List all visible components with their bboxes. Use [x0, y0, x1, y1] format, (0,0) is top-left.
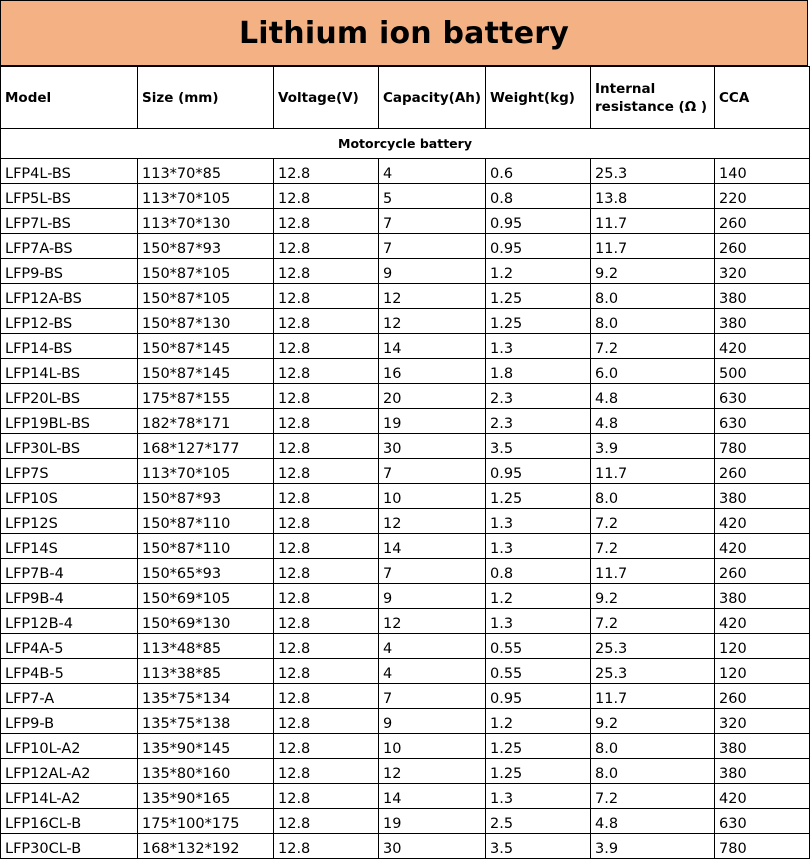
cell-size: 175*87*155	[138, 384, 274, 409]
cell-weight: 0.95	[486, 459, 591, 484]
cell-weight: 2.5	[486, 809, 591, 834]
cell-cca: 320	[715, 259, 810, 284]
cell-capacity: 7	[379, 684, 486, 709]
cell-weight: 2.3	[486, 409, 591, 434]
cell-model: LFP9-B	[1, 709, 138, 734]
cell-model: LFP14L-A2	[1, 784, 138, 809]
table-row	[1, 284, 810, 309]
cell-model: LFP10S	[1, 484, 138, 509]
table-row	[1, 484, 810, 509]
cell-cca: 420	[715, 334, 810, 359]
cell-size: 150*87*93	[138, 234, 274, 259]
cell-weight: 0.55	[486, 659, 591, 684]
cell-size: 113*70*85	[138, 159, 274, 184]
cell-cca: 260	[715, 559, 810, 584]
cell-model: LFP19BL-BS	[1, 409, 138, 434]
cell-voltage: 12.8	[274, 184, 379, 209]
table-row	[1, 534, 810, 559]
cell-capacity: 30	[379, 434, 486, 459]
cell-voltage: 12.8	[274, 284, 379, 309]
cell-capacity: 14	[379, 334, 486, 359]
cell-internal-resistance: 11.7	[591, 209, 715, 234]
cell-capacity: 4	[379, 634, 486, 659]
cell-model: LFP9-BS	[1, 259, 138, 284]
cell-weight: 2.3	[486, 384, 591, 409]
cell-size: 135*80*160	[138, 759, 274, 784]
cell-weight: 1.25	[486, 759, 591, 784]
cell-model: LFP5L-BS	[1, 184, 138, 209]
title-bar	[0, 0, 808, 66]
column-header-internal-resistance: Internal resistance (Ω )	[591, 67, 715, 129]
cell-weight: 3.5	[486, 834, 591, 859]
cell-cca: 630	[715, 409, 810, 434]
cell-capacity: 9	[379, 709, 486, 734]
column-header-cca: CCA	[715, 67, 810, 129]
cell-capacity: 9	[379, 259, 486, 284]
table-row	[1, 359, 810, 384]
cell-size: 150*87*145	[138, 359, 274, 384]
cell-voltage: 12.8	[274, 334, 379, 359]
cell-cca: 120	[715, 659, 810, 684]
cell-weight: 0.55	[486, 634, 591, 659]
cell-model: LFP9B-4	[1, 584, 138, 609]
cell-model: LFP4A-5	[1, 634, 138, 659]
cell-capacity: 4	[379, 159, 486, 184]
cell-internal-resistance: 4.8	[591, 409, 715, 434]
cell-model: LFP7A-BS	[1, 234, 138, 259]
cell-voltage: 12.8	[274, 459, 379, 484]
cell-model: LFP7L-BS	[1, 209, 138, 234]
column-header-size: Size (mm)	[138, 67, 274, 129]
cell-model: LFP14S	[1, 534, 138, 559]
cell-cca: 120	[715, 634, 810, 659]
cell-voltage: 12.8	[274, 559, 379, 584]
cell-size: 150*69*105	[138, 584, 274, 609]
cell-model: LFP4B-5	[1, 659, 138, 684]
cell-cca: 630	[715, 384, 810, 409]
cell-size: 182*78*171	[138, 409, 274, 434]
cell-capacity: 19	[379, 809, 486, 834]
cell-model: LFP12AL-A2	[1, 759, 138, 784]
table-row	[1, 709, 810, 734]
cell-voltage: 12.8	[274, 734, 379, 759]
table-row	[1, 759, 810, 784]
cell-size: 150*87*105	[138, 259, 274, 284]
cell-capacity: 9	[379, 584, 486, 609]
header-row	[1, 67, 810, 129]
cell-capacity: 20	[379, 384, 486, 409]
cell-weight: 1.3	[486, 609, 591, 634]
cell-cca: 380	[715, 484, 810, 509]
table-row	[1, 559, 810, 584]
cell-size: 168*132*192	[138, 834, 274, 859]
cell-voltage: 12.8	[274, 709, 379, 734]
column-header-capacity: Capacity(Ah)	[379, 67, 486, 129]
cell-internal-resistance: 8.0	[591, 484, 715, 509]
cell-model: LFP30CL-B	[1, 834, 138, 859]
cell-voltage: 12.8	[274, 384, 379, 409]
cell-size: 113*70*105	[138, 459, 274, 484]
cell-capacity: 30	[379, 834, 486, 859]
cell-internal-resistance: 7.2	[591, 784, 715, 809]
cell-model: LFP12-BS	[1, 309, 138, 334]
cell-voltage: 12.8	[274, 159, 379, 184]
cell-cca: 500	[715, 359, 810, 384]
cell-weight: 0.95	[486, 209, 591, 234]
table-row	[1, 684, 810, 709]
cell-size: 135*90*145	[138, 734, 274, 759]
table-row	[1, 609, 810, 634]
cell-model: LFP14-BS	[1, 334, 138, 359]
table-row	[1, 234, 810, 259]
cell-cca: 420	[715, 509, 810, 534]
cell-voltage: 12.8	[274, 784, 379, 809]
cell-weight: 1.3	[486, 334, 591, 359]
table-row	[1, 184, 810, 209]
cell-cca: 140	[715, 159, 810, 184]
cell-weight: 0.95	[486, 234, 591, 259]
cell-capacity: 7	[379, 234, 486, 259]
cell-capacity: 12	[379, 509, 486, 534]
cell-size: 135*90*165	[138, 784, 274, 809]
cell-model: LFP12B-4	[1, 609, 138, 634]
cell-voltage: 12.8	[274, 809, 379, 834]
cell-internal-resistance: 8.0	[591, 284, 715, 309]
cell-weight: 1.25	[486, 484, 591, 509]
cell-voltage: 12.8	[274, 834, 379, 859]
cell-capacity: 12	[379, 284, 486, 309]
cell-size: 150*87*110	[138, 509, 274, 534]
cell-internal-resistance: 3.9	[591, 834, 715, 859]
column-header-voltage: Voltage(V)	[274, 67, 379, 129]
battery-spec-table	[0, 66, 810, 859]
cell-internal-resistance: 8.0	[591, 734, 715, 759]
cell-weight: 1.3	[486, 509, 591, 534]
cell-model: LFP20L-BS	[1, 384, 138, 409]
cell-internal-resistance: 9.2	[591, 259, 715, 284]
cell-internal-resistance: 6.0	[591, 359, 715, 384]
cell-size: 113*48*85	[138, 634, 274, 659]
cell-internal-resistance: 9.2	[591, 584, 715, 609]
cell-weight: 0.8	[486, 184, 591, 209]
cell-cca: 260	[715, 234, 810, 259]
cell-voltage: 12.8	[274, 484, 379, 509]
cell-capacity: 12	[379, 759, 486, 784]
cell-size: 113*70*130	[138, 209, 274, 234]
cell-cca: 420	[715, 784, 810, 809]
cell-internal-resistance: 4.8	[591, 384, 715, 409]
cell-voltage: 12.8	[274, 309, 379, 334]
cell-size: 175*100*175	[138, 809, 274, 834]
cell-internal-resistance: 4.8	[591, 809, 715, 834]
cell-size: 113*38*85	[138, 659, 274, 684]
column-header-model: Model	[1, 67, 138, 129]
cell-model: LFP10L-A2	[1, 734, 138, 759]
cell-size: 168*127*177	[138, 434, 274, 459]
table-row	[1, 809, 810, 834]
cell-cca: 380	[715, 309, 810, 334]
cell-cca: 320	[715, 709, 810, 734]
cell-cca: 780	[715, 434, 810, 459]
cell-capacity: 5	[379, 184, 486, 209]
cell-cca: 780	[715, 834, 810, 859]
cell-cca: 380	[715, 759, 810, 784]
cell-capacity: 7	[379, 459, 486, 484]
cell-capacity: 19	[379, 409, 486, 434]
cell-size: 150*69*130	[138, 609, 274, 634]
cell-internal-resistance: 7.2	[591, 509, 715, 534]
cell-voltage: 12.8	[274, 434, 379, 459]
cell-voltage: 12.8	[274, 534, 379, 559]
cell-capacity: 14	[379, 534, 486, 559]
cell-model: LFP7B-4	[1, 559, 138, 584]
cell-model: LFP4L-BS	[1, 159, 138, 184]
cell-capacity: 4	[379, 659, 486, 684]
cell-weight: 3.5	[486, 434, 591, 459]
cell-capacity: 10	[379, 734, 486, 759]
cell-internal-resistance: 7.2	[591, 534, 715, 559]
cell-internal-resistance: 8.0	[591, 759, 715, 784]
cell-model: LFP7S	[1, 459, 138, 484]
cell-model: LFP12S	[1, 509, 138, 534]
cell-voltage: 12.8	[274, 259, 379, 284]
table-row	[1, 734, 810, 759]
cell-voltage: 12.8	[274, 659, 379, 684]
cell-capacity: 14	[379, 784, 486, 809]
cell-weight: 1.25	[486, 734, 591, 759]
table-row	[1, 659, 810, 684]
cell-internal-resistance: 25.3	[591, 159, 715, 184]
cell-weight: 1.2	[486, 259, 591, 284]
table-row	[1, 834, 810, 859]
cell-capacity: 7	[379, 209, 486, 234]
section-row	[1, 129, 810, 159]
cell-voltage: 12.8	[274, 759, 379, 784]
cell-capacity: 10	[379, 484, 486, 509]
cell-size: 135*75*134	[138, 684, 274, 709]
cell-capacity: 16	[379, 359, 486, 384]
cell-internal-resistance: 11.7	[591, 684, 715, 709]
cell-voltage: 12.8	[274, 409, 379, 434]
cell-cca: 420	[715, 609, 810, 634]
cell-size: 135*75*138	[138, 709, 274, 734]
table-row	[1, 584, 810, 609]
cell-size: 150*87*105	[138, 284, 274, 309]
cell-weight: 1.2	[486, 709, 591, 734]
cell-model: LFP30L-BS	[1, 434, 138, 459]
cell-weight: 1.25	[486, 284, 591, 309]
cell-size: 150*87*110	[138, 534, 274, 559]
table-row	[1, 409, 810, 434]
cell-cca: 630	[715, 809, 810, 834]
cell-voltage: 12.8	[274, 634, 379, 659]
cell-weight: 1.2	[486, 584, 591, 609]
cell-model: LFP14L-BS	[1, 359, 138, 384]
cell-model: LFP12A-BS	[1, 284, 138, 309]
cell-internal-resistance: 11.7	[591, 234, 715, 259]
cell-cca: 260	[715, 209, 810, 234]
cell-internal-resistance: 11.7	[591, 459, 715, 484]
column-header-weight: Weight(kg)	[486, 67, 591, 129]
cell-cca: 420	[715, 534, 810, 559]
cell-size: 150*87*145	[138, 334, 274, 359]
cell-size: 150*87*93	[138, 484, 274, 509]
cell-cca: 220	[715, 184, 810, 209]
table-row	[1, 509, 810, 534]
cell-internal-resistance: 13.8	[591, 184, 715, 209]
cell-size: 150*65*93	[138, 559, 274, 584]
cell-model: LFP16CL-B	[1, 809, 138, 834]
cell-cca: 260	[715, 684, 810, 709]
cell-voltage: 12.8	[274, 509, 379, 534]
cell-capacity: 12	[379, 309, 486, 334]
cell-weight: 0.95	[486, 684, 591, 709]
cell-cca: 380	[715, 734, 810, 759]
cell-weight: 1.25	[486, 309, 591, 334]
cell-cca: 380	[715, 584, 810, 609]
cell-model: LFP7-A	[1, 684, 138, 709]
cell-internal-resistance: 3.9	[591, 434, 715, 459]
cell-internal-resistance: 11.7	[591, 559, 715, 584]
cell-capacity: 7	[379, 559, 486, 584]
table-row	[1, 309, 810, 334]
cell-internal-resistance: 25.3	[591, 659, 715, 684]
cell-weight: 0.8	[486, 559, 591, 584]
page-title: Lithium ion battery	[238, 15, 570, 51]
cell-size: 113*70*105	[138, 184, 274, 209]
cell-cca: 380	[715, 284, 810, 309]
cell-cca: 260	[715, 459, 810, 484]
cell-voltage: 12.8	[274, 584, 379, 609]
table-row	[1, 159, 810, 184]
table-row	[1, 459, 810, 484]
table-row	[1, 784, 810, 809]
cell-internal-resistance: 8.0	[591, 309, 715, 334]
table-row	[1, 259, 810, 284]
table-row	[1, 434, 810, 459]
cell-weight: 1.8	[486, 359, 591, 384]
cell-internal-resistance: 7.2	[591, 334, 715, 359]
cell-internal-resistance: 9.2	[591, 709, 715, 734]
cell-voltage: 12.8	[274, 609, 379, 634]
table-row	[1, 634, 810, 659]
cell-weight: 1.3	[486, 534, 591, 559]
cell-internal-resistance: 7.2	[591, 609, 715, 634]
cell-voltage: 12.8	[274, 684, 379, 709]
cell-size: 150*87*130	[138, 309, 274, 334]
section-label: Motorcycle battery	[1, 129, 810, 159]
cell-voltage: 12.8	[274, 359, 379, 384]
cell-voltage: 12.8	[274, 209, 379, 234]
table-row	[1, 209, 810, 234]
table-row	[1, 384, 810, 409]
cell-weight: 1.3	[486, 784, 591, 809]
cell-capacity: 12	[379, 609, 486, 634]
table-row	[1, 334, 810, 359]
cell-internal-resistance: 25.3	[591, 634, 715, 659]
cell-voltage: 12.8	[274, 234, 379, 259]
cell-weight: 0.6	[486, 159, 591, 184]
